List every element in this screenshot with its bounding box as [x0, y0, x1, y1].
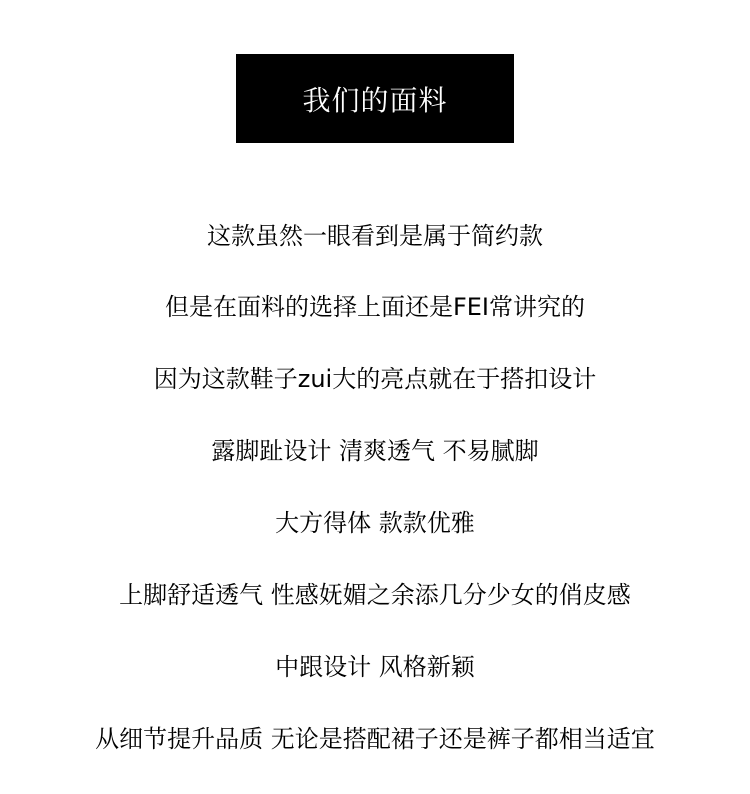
description-line: 因为这款鞋子zui大的亮点就在于搭扣设计 — [153, 365, 597, 393]
description-line: 中跟设计 风格新颖 — [275, 653, 475, 681]
description-line: 露脚趾设计 清爽透气 不易腻脚 — [211, 437, 539, 465]
description-line: 大方得体 款款优雅 — [275, 509, 475, 537]
page-title: 我们的面料 — [302, 83, 448, 117]
description-line: 但是在面料的选择上面还是FEI常讲究的 — [164, 293, 586, 321]
description-line: 这款虽然一眼看到是属于简约款 — [207, 222, 543, 250]
description-line: 从细节提升品质 无论是搭配裙子还是裤子都相当适宜 — [95, 725, 655, 753]
description-line: 上脚舒适透气 性感妩媚之余添几分少女的俏皮感 — [119, 581, 631, 609]
